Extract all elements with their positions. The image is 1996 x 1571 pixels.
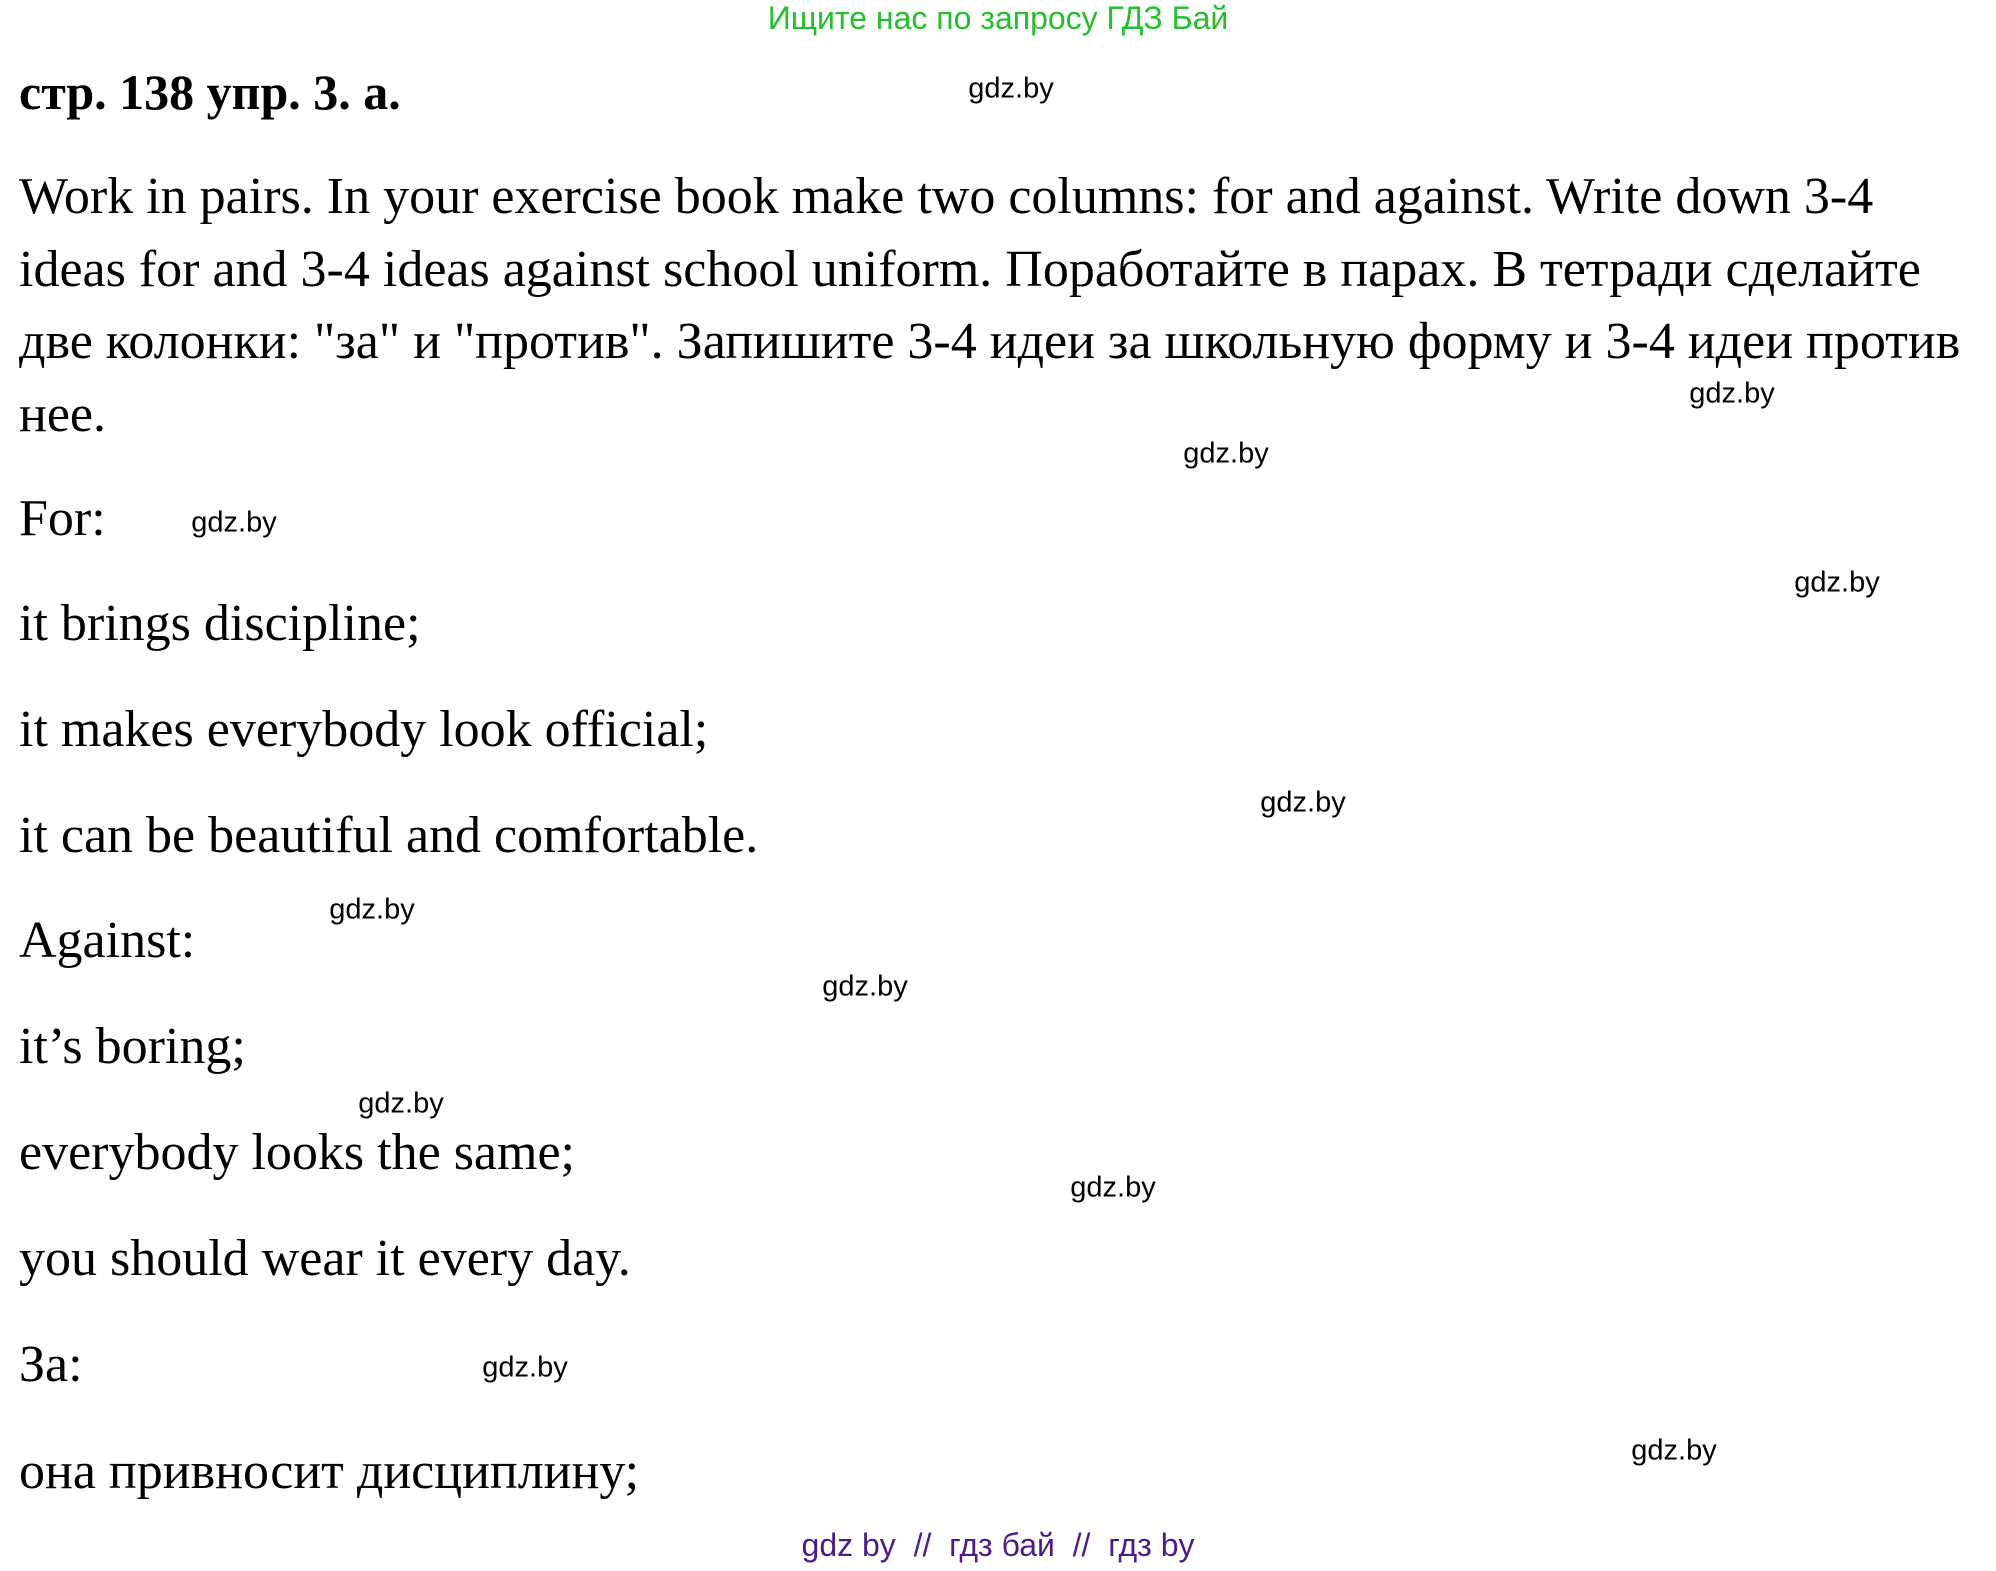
list-item: it’s boring; [19,1018,246,1075]
watermark: gdz.by [1689,377,1775,410]
watermark: gdz.by [1260,786,1346,819]
list-item: it can be beautiful and comfortable. [19,807,759,864]
watermark: gdz.by [968,72,1054,105]
task-text: Work in pairs. In your exercise book make two columns: for and against. Write down 3-4 ideas for and 3-4 ideas against school uniform. Поработайте в парах. В тетради сделайте две колонки: "за" и "против". Запишите 3-4 идеи за школьную форму и 3-4 идеи против нее. [19,168,1961,443]
watermark: gdz.by [1631,1434,1717,1467]
watermark: gdz.by [822,970,908,1003]
footer-links: gdz by // гдз бай // гдз by [801,1527,1195,1563]
heading-for: For: [19,490,106,547]
list-item: it makes everybody look official; [19,701,709,758]
page-title: стр. 138 упр. 3. а. [19,64,401,120]
list-item: она привносит дисциплину; [19,1443,640,1500]
heading-za: За: [19,1336,83,1393]
list-item: you should wear it every day. [19,1230,631,1287]
watermark: gdz.by [358,1087,444,1120]
watermark: gdz.by [329,893,415,926]
watermark: gdz.by [1794,566,1880,599]
search-hint-banner: Ищите нас по запросу ГДЗ Бай [767,0,1229,36]
list-item: everybody looks the same; [19,1124,575,1181]
watermark: gdz.by [1070,1171,1156,1204]
heading-against: Against: [19,912,196,969]
watermark: gdz.by [191,506,277,539]
watermark: gdz.by [1183,437,1269,470]
list-item: it brings discipline; [19,595,421,652]
watermark: gdz.by [482,1351,568,1384]
